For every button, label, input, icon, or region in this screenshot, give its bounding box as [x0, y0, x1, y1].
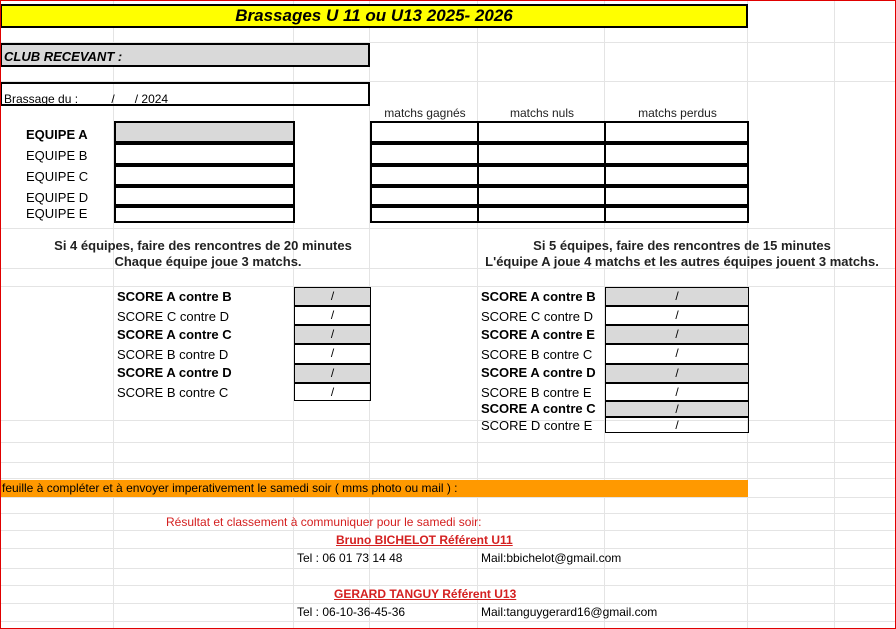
score-label: SCORE B contre E	[481, 385, 592, 400]
score-cell[interactable]: /	[605, 344, 749, 364]
score-cell[interactable]: /	[605, 287, 749, 306]
score-cell[interactable]: /	[605, 306, 749, 325]
score-label: SCORE C contre D	[481, 309, 593, 324]
score-label: SCORE A contre C	[117, 327, 232, 342]
score-label: SCORE C contre D	[117, 309, 229, 324]
team-name-cell-e[interactable]	[114, 206, 295, 223]
team-label-e: EQUIPE E	[26, 206, 88, 221]
team-name-cell-b[interactable]	[114, 143, 295, 165]
five-teams-note-line2: L'équipe A joue 4 matchs et les autres équipes jouent 3 matchs.	[485, 254, 879, 269]
team-name-cell-d[interactable]	[114, 186, 295, 206]
column-matchs-gagnes: matchs gagnés	[384, 106, 466, 120]
results-cell[interactable]	[477, 186, 606, 206]
referent-u11-name: Bruno BICHELOT Référent U11	[336, 533, 513, 547]
referent-u13-name: GERARD TANGUY Référent U13	[334, 587, 517, 601]
results-cell[interactable]	[370, 186, 479, 206]
result-note: Résultat et classement à communiquer pour le samedi soir:	[166, 515, 482, 529]
score-label: SCORE A contre D	[481, 365, 596, 380]
four-teams-note-line1: Si 4 équipes, faire des rencontres de 20 minutes	[54, 238, 352, 253]
score-cell[interactable]: /	[605, 401, 749, 417]
score-cell[interactable]: /	[294, 325, 371, 344]
team-label-b: EQUIPE B	[26, 148, 88, 163]
team-label-c: EQUIPE C	[26, 169, 89, 184]
score-cell[interactable]: /	[294, 287, 371, 306]
results-cell[interactable]	[477, 206, 606, 223]
score-label: SCORE A contre D	[117, 365, 232, 380]
results-cell[interactable]	[370, 165, 479, 186]
score-cell[interactable]: /	[605, 325, 749, 344]
team-name-cell-c[interactable]	[114, 165, 295, 186]
results-cell[interactable]	[477, 143, 606, 165]
brassage-date-field[interactable]: Brassage du : / / 2024	[0, 82, 370, 106]
results-cell[interactable]	[370, 143, 479, 165]
score-cell[interactable]: /	[294, 344, 371, 364]
referent-u11-mail[interactable]: Mail:bbichelot@gmail.com	[481, 551, 622, 565]
score-cell[interactable]: /	[294, 306, 371, 325]
results-cell[interactable]	[604, 121, 749, 143]
results-cell[interactable]	[370, 121, 479, 143]
four-teams-note-line2: Chaque équipe joue 3 matchs.	[114, 254, 302, 269]
referent-u11-tel: Tel : 06 01 73 14 48	[297, 551, 403, 565]
results-cell[interactable]	[477, 121, 606, 143]
score-label: SCORE A contre B	[481, 289, 596, 304]
sheet-title: Brassages U 11 ou U13 2025- 2026	[0, 4, 748, 28]
team-label-d: EQUIPE D	[26, 190, 89, 205]
score-cell[interactable]: /	[294, 383, 371, 401]
team-label-a: EQUIPE A	[26, 127, 88, 142]
team-name-cell-a[interactable]	[114, 121, 295, 143]
results-cell[interactable]	[604, 143, 749, 165]
score-label: SCORE D contre E	[481, 418, 593, 433]
score-label: SCORE B contre C	[117, 385, 229, 400]
score-cell[interactable]: /	[605, 364, 749, 383]
referent-u13-mail[interactable]: Mail:tanguygerard16@gmail.com	[481, 605, 658, 619]
score-label: SCORE A contre E	[481, 327, 595, 342]
results-cell[interactable]	[604, 206, 749, 223]
score-cell[interactable]: /	[294, 364, 371, 383]
score-cell[interactable]: /	[605, 417, 749, 433]
club-recevant-field[interactable]: CLUB RECEVANT :	[0, 43, 370, 67]
instruction-banner: feuille à compléter et à envoyer imperativement le samedi soir ( mms photo ou mail ) :	[0, 480, 748, 497]
results-cell[interactable]	[477, 165, 606, 186]
score-label: SCORE A contre C	[481, 401, 596, 416]
column-matchs-perdus: matchs perdus	[638, 106, 717, 120]
score-label: SCORE B contre C	[481, 347, 593, 362]
score-label: SCORE A contre B	[117, 289, 232, 304]
results-cell[interactable]	[604, 186, 749, 206]
referent-u13-tel: Tel : 06-10-36-45-36	[297, 605, 406, 619]
column-matchs-nuls: matchs nuls	[509, 106, 575, 120]
score-label: SCORE B contre D	[117, 347, 229, 362]
five-teams-note-line1: Si 5 équipes, faire des rencontres de 15 minutes	[533, 238, 831, 253]
results-cell[interactable]	[370, 206, 479, 223]
results-cell[interactable]	[604, 165, 749, 186]
score-cell[interactable]: /	[605, 383, 749, 401]
